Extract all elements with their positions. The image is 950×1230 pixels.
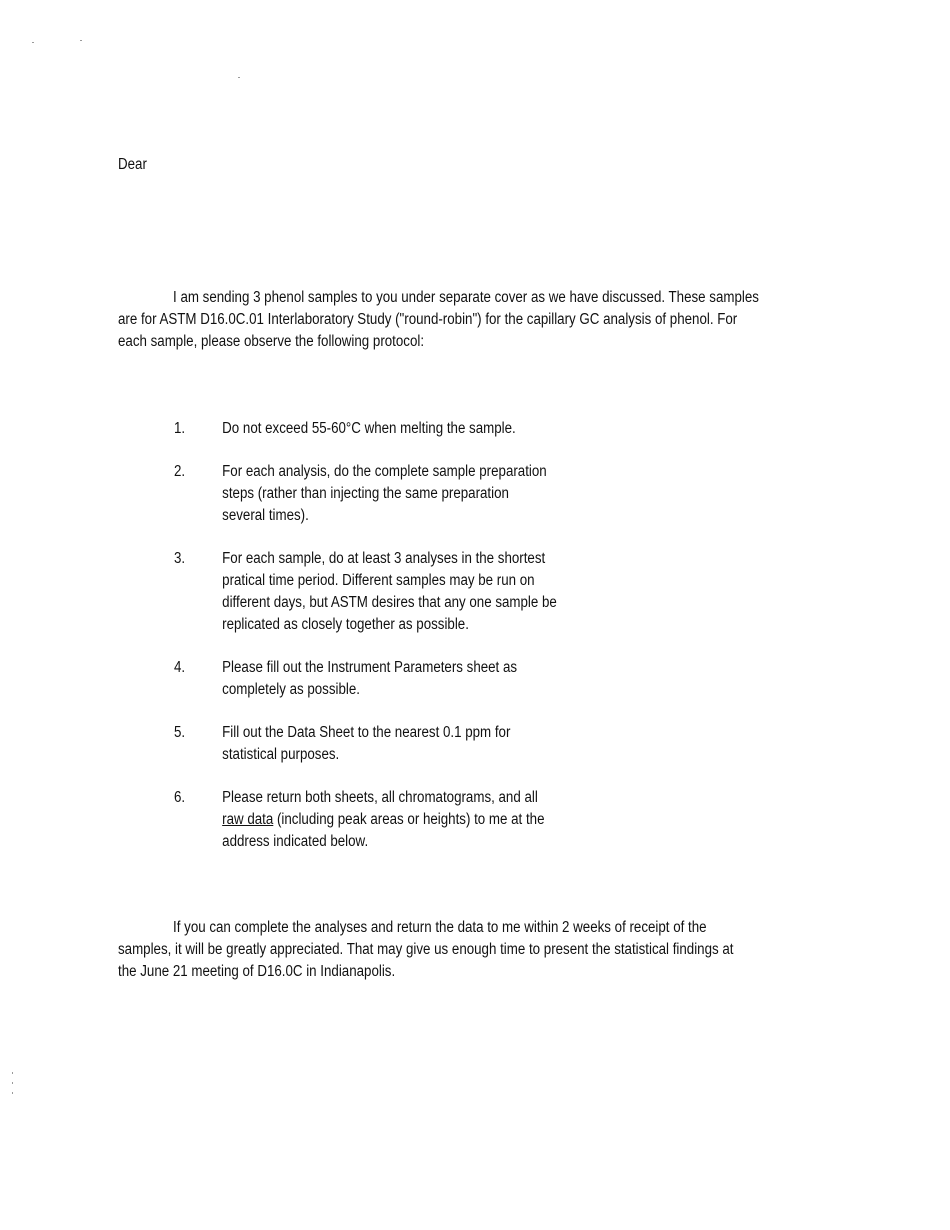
protocol-item: [174, 461, 621, 527]
item-line: pratical time period. Different samples may be run on: [222, 572, 535, 589]
protocol-item: [174, 418, 621, 440]
item-line: For each analysis, do the complete sample preparation: [222, 463, 547, 480]
scan-speck: [80, 40, 82, 41]
protocol-list: [174, 418, 621, 874]
item-number: 1.: [174, 420, 186, 437]
intro-line: each sample, please observe the following protocol:: [118, 333, 425, 350]
scan-speck: [12, 1092, 13, 1094]
item-line: statistical purposes.: [222, 746, 340, 763]
item-line: Fill out the Data Sheet to the nearest 0.1 ppm for: [222, 724, 511, 741]
closing-paragraph: [118, 917, 823, 983]
protocol-item: [174, 548, 621, 636]
closing-line: samples, it will be greatly appreciated. That may give us enough time to present the statistical findings at: [118, 941, 734, 958]
scan-speck: [238, 77, 240, 78]
item-line: For each sample, do at least 3 analyses in the shortest: [222, 550, 546, 567]
intro-line: I am sending 3 phenol samples to you under separate cover as we have discussed. These samples: [173, 289, 759, 306]
item-line: Please return both sheets, all chromatograms, and all: [222, 789, 538, 806]
item-number: 5.: [174, 724, 186, 741]
scan-speck: [12, 1072, 13, 1074]
item-number: 6.: [174, 789, 186, 806]
item-line: replicated as closely together as possible.: [222, 616, 469, 633]
protocol-item: [174, 657, 621, 701]
item-line-rest: (including peak areas or heights) to me at the: [273, 811, 545, 828]
item-line: Please fill out the Instrument Parameters sheet as: [222, 659, 518, 676]
scan-speck: [32, 42, 34, 43]
protocol-item: [174, 722, 621, 766]
closing-line: the June 21 meeting of D16.0C in Indianapolis.: [118, 963, 396, 980]
intro-paragraph: [118, 287, 823, 353]
scan-speck: [12, 1082, 13, 1084]
item-line: Do not exceed 55-60°C when melting the sample.: [222, 420, 516, 437]
item-line: several times).: [222, 507, 309, 524]
item-line: completely as possible.: [222, 681, 360, 698]
item-line: [222, 809, 621, 831]
item-number: 2.: [174, 463, 186, 480]
protocol-item: [174, 787, 621, 853]
closing-line: If you can complete the analyses and return the data to me within 2 weeks of receipt of the: [173, 919, 707, 936]
item-line: different days, but ASTM desires that any one sample be: [222, 594, 557, 611]
item-line: address indicated below.: [222, 833, 369, 850]
item-number: 3.: [174, 550, 186, 567]
underlined-raw-data: raw data: [222, 811, 274, 828]
salutation: Dear: [118, 156, 147, 173]
intro-line: are for ASTM D16.0C.01 Interlaboratory Study ("round-robin") for the capillary GC analysis of phenol. For: [118, 311, 738, 328]
item-number: 4.: [174, 659, 186, 676]
item-line: steps (rather than injecting the same preparation: [222, 485, 509, 502]
